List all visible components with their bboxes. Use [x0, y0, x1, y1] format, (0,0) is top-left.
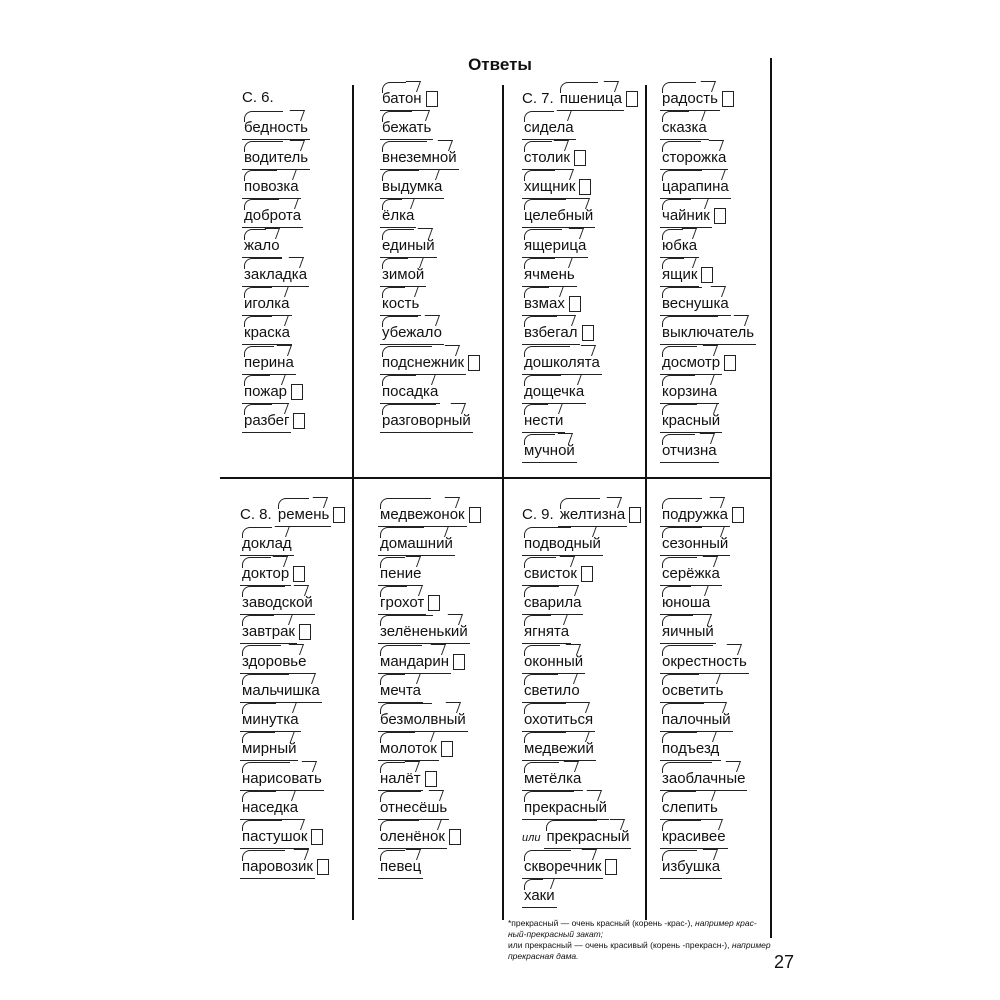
answer-word: подружка: [660, 503, 730, 527]
answer-row: [660, 708, 733, 730]
answer-word: наседка: [240, 796, 300, 820]
answer-word: взмах: [522, 292, 567, 316]
answer-word: мирный: [240, 737, 298, 761]
answer-row: [240, 562, 305, 584]
answer-word: заводской: [240, 591, 315, 615]
answer-word: досмотр: [660, 351, 722, 375]
answer-row: [378, 503, 481, 525]
answer-word: единый: [380, 234, 437, 258]
answer-row: [660, 796, 720, 818]
answer-word: отчизна: [660, 439, 719, 463]
answer-word: прекрасный: [544, 825, 631, 849]
page-label: С. 8.: [240, 506, 276, 523]
answer-row: [380, 263, 426, 285]
footnote: [508, 918, 773, 962]
answer-word: закладка: [242, 263, 309, 287]
answer-row: [660, 650, 749, 672]
answer-word: пшеница: [558, 87, 624, 111]
column-divider-3: [645, 85, 647, 920]
answer-word: подъезд: [660, 737, 721, 761]
answer-word: пастушок: [240, 825, 309, 849]
answer-word: перина: [242, 351, 296, 375]
ending-box: [293, 566, 305, 582]
answer-row: [522, 591, 583, 613]
answer-word: юноша: [660, 591, 712, 615]
answer-word: красивее: [660, 825, 728, 849]
ending-box: [724, 355, 736, 371]
answer-row: [242, 234, 282, 256]
answer-word: водитель: [242, 146, 310, 170]
ending-box: [441, 741, 453, 757]
answer-word: царапина: [660, 175, 731, 199]
answer-word: ящик: [660, 263, 699, 287]
ending-box: [453, 654, 465, 670]
answer-row: [378, 855, 423, 877]
ending-box: [449, 829, 461, 845]
ending-box: [574, 150, 586, 166]
answer-word: доклад: [240, 532, 294, 556]
answer-word: убежало: [380, 321, 444, 345]
answer-word: налёт: [378, 767, 423, 791]
ending-box: [722, 91, 734, 107]
answer-word: ягнята: [522, 620, 571, 644]
answer-word: отнесёшь: [378, 796, 449, 820]
answer-row: [240, 503, 345, 525]
page-label: С. 7.: [522, 90, 558, 107]
answer-row: [242, 204, 303, 226]
answer-row: [522, 146, 586, 168]
answer-word: сторожка: [660, 146, 728, 170]
answer-row: [380, 380, 440, 402]
ending-box: [581, 566, 593, 582]
answer-row: [522, 796, 609, 818]
answer-row: [240, 737, 298, 759]
answer-word: молоток: [378, 737, 439, 761]
column-divider-2: [502, 85, 504, 920]
answer-word: серёжка: [660, 562, 722, 586]
answer-word: избушка: [660, 855, 722, 879]
answer-row: [660, 116, 709, 138]
answer-word: желтизна: [558, 503, 627, 527]
answer-row: [522, 767, 583, 789]
column-divider-1: [352, 85, 354, 920]
answer-row: [660, 439, 719, 461]
answer-word: свисток: [522, 562, 579, 586]
answer-word: пение: [378, 562, 423, 586]
page-number: 27: [774, 952, 795, 972]
footnote-line-1: *прекрасный — очень красный (корень -крас-),: [508, 918, 696, 928]
answer-word: хаки: [522, 884, 557, 908]
answer-word: скворечник: [522, 855, 603, 879]
answer-word: посадка: [380, 380, 440, 404]
answer-row: [380, 204, 416, 226]
answer-row: [660, 591, 712, 613]
answer-row: [660, 532, 730, 554]
answer-word: слепить: [660, 796, 720, 820]
answer-row: [378, 620, 470, 642]
answer-word: жало: [242, 234, 282, 258]
answer-word: светило: [522, 679, 582, 703]
answer-row: [522, 380, 586, 402]
answer-word: сезонный: [660, 532, 730, 556]
answer-word: ячмень: [522, 263, 577, 287]
answer-row: [660, 855, 722, 877]
answer-word: здоровье: [240, 650, 308, 674]
answer-word: батон: [380, 87, 424, 111]
answer-word: оленёнок: [378, 825, 447, 849]
answer-row: [660, 620, 716, 642]
answer-word: медвежонок: [378, 503, 467, 527]
answer-row: [522, 87, 638, 109]
ending-box: [701, 267, 713, 283]
answer-word: сварила: [522, 591, 583, 615]
answer-row: [242, 263, 309, 285]
answer-word: охотиться: [522, 708, 595, 732]
answer-word: сидела: [522, 116, 576, 140]
answer-row: [660, 146, 728, 168]
ending-box: [293, 413, 305, 429]
answer-row: [660, 351, 736, 373]
answer-row: [522, 855, 617, 877]
answer-row: [660, 204, 726, 226]
page-title: Ответы: [468, 55, 532, 74]
answer-row: [380, 87, 438, 109]
answer-row: [242, 321, 292, 343]
answer-row: [240, 855, 329, 877]
answer-word: окрестность: [660, 650, 749, 674]
answer-row: [242, 87, 274, 109]
section-divider: [220, 477, 770, 479]
answer-row: [378, 708, 468, 730]
answer-row: [522, 679, 582, 701]
answer-row: [240, 679, 322, 701]
answer-word: заоблачные: [660, 767, 747, 791]
footnote-line-2: или прекрасный — очень красивый (корень -прекрасн-),: [508, 940, 732, 950]
answer-row: [522, 562, 593, 584]
answer-word: юбка: [660, 234, 699, 258]
answer-row: [380, 321, 444, 343]
answer-row: [240, 825, 323, 847]
answer-word: мучной: [522, 439, 577, 463]
answer-word: радость: [660, 87, 720, 111]
ending-box: [426, 91, 438, 107]
answer-word: минутка: [240, 708, 301, 732]
answer-row: [240, 591, 315, 613]
ending-box: [311, 829, 323, 845]
answer-word: дошколята: [522, 351, 602, 375]
answer-row: [240, 708, 301, 730]
answer-word: сказка: [660, 116, 709, 140]
answer-word: доктор: [240, 562, 291, 586]
answer-word: бедность: [242, 116, 310, 140]
ending-box: [629, 507, 641, 523]
answer-row: [240, 650, 308, 672]
answer-row: [660, 292, 731, 314]
answer-row: [242, 116, 310, 138]
answer-word: дощечка: [522, 380, 586, 404]
answer-word: краска: [242, 321, 292, 345]
page-right-border: [770, 58, 772, 938]
ending-box: [626, 91, 638, 107]
answer-word: яичный: [660, 620, 716, 644]
answer-row: [378, 562, 423, 584]
answer-row: [240, 532, 294, 554]
answer-row: [660, 679, 725, 701]
answer-word: разговорный: [380, 409, 473, 433]
answer-row: [380, 351, 480, 373]
answer-row: [242, 146, 310, 168]
answer-word: домашний: [378, 532, 455, 556]
answer-row: [522, 263, 577, 285]
ending-box: [317, 859, 329, 875]
ending-box: [468, 355, 480, 371]
answer-word: ремень: [276, 503, 331, 527]
answer-row: [660, 737, 721, 759]
answer-row: [522, 351, 602, 373]
answer-row: [380, 234, 437, 256]
answer-word: нарисовать: [240, 767, 324, 791]
answer-word: безмолвный: [378, 708, 468, 732]
answer-word: взбегал: [522, 321, 580, 345]
answer-word: мальчишка: [240, 679, 322, 703]
answer-row: [378, 796, 449, 818]
answer-row: [522, 825, 631, 847]
answer-row: [660, 562, 722, 584]
answer-row: [380, 409, 473, 431]
answer-row: [378, 532, 455, 554]
answer-row: [380, 146, 459, 168]
answer-word: хищник: [522, 175, 577, 199]
page-label: С. 6.: [242, 89, 274, 106]
answer-word: выдумка: [380, 175, 444, 199]
answer-row: [522, 650, 585, 672]
answer-word: прекрасный: [522, 796, 609, 820]
ending-box: [425, 771, 437, 787]
answer-row: [378, 591, 440, 613]
answer-word: столик: [522, 146, 572, 170]
answer-row: [660, 380, 719, 402]
answer-word: чайник: [660, 204, 712, 228]
answer-row: [240, 620, 311, 642]
answer-word: выключатель: [660, 321, 756, 345]
answer-row: [378, 737, 453, 759]
answer-word: мандарин: [378, 650, 451, 674]
answer-word: подснежник: [380, 351, 466, 375]
answer-word: корзина: [660, 380, 719, 404]
ending-box: [605, 859, 617, 875]
answer-row: [522, 532, 603, 554]
answer-word: грохот: [378, 591, 426, 615]
answer-row: [522, 116, 576, 138]
answer-word: паровозик: [240, 855, 315, 879]
answer-row: [660, 175, 731, 197]
answer-row: [380, 116, 433, 138]
answer-row: [660, 409, 722, 431]
answer-word: повозка: [242, 175, 301, 199]
answer-row: [522, 884, 557, 906]
answer-word: внеземной: [380, 146, 459, 170]
answer-row: [380, 175, 444, 197]
ending-box: [732, 507, 744, 523]
answer-word: завтрак: [240, 620, 297, 644]
answer-word: осветить: [660, 679, 725, 703]
footnote-line-2-example: например прекрасная дама.: [508, 940, 771, 961]
answer-row: [522, 321, 594, 343]
answer-row: [660, 825, 728, 847]
answer-row: [240, 796, 300, 818]
answer-word: метёлка: [522, 767, 583, 791]
answer-word: мечта: [378, 679, 423, 703]
answer-row: [522, 234, 588, 256]
ending-box: [569, 296, 581, 312]
answer-row: [522, 737, 596, 759]
footnote-line-1-example: например крас-ный-прекрасный закат;: [508, 918, 757, 939]
answer-row: [240, 767, 324, 789]
ending-box: [582, 325, 594, 341]
ending-box: [333, 507, 345, 523]
answer-row: [522, 175, 591, 197]
answer-row: [660, 234, 699, 256]
or-label: или: [522, 832, 541, 845]
answer-row: [522, 204, 595, 226]
answer-word: красный: [660, 409, 722, 433]
answer-row: [660, 87, 734, 109]
answer-row: [522, 292, 581, 314]
answer-word: иголка: [242, 292, 292, 316]
answer-row: [242, 409, 305, 431]
ending-box: [714, 208, 726, 224]
answer-word: нести: [522, 409, 565, 433]
answer-word: подводный: [522, 532, 603, 556]
answer-row: [660, 321, 756, 343]
answer-row: [378, 679, 423, 701]
answer-row: [660, 767, 747, 789]
ending-box: [469, 507, 481, 523]
answer-word: медвежий: [522, 737, 596, 761]
answer-row: [242, 380, 303, 402]
answer-word: ёлка: [380, 204, 416, 228]
answer-row: [378, 825, 461, 847]
answer-row: [242, 292, 292, 314]
answer-row: [242, 175, 301, 197]
ending-box: [299, 624, 311, 640]
answer-row: [522, 620, 571, 642]
answer-row: [522, 409, 565, 431]
answer-word: кость: [380, 292, 421, 316]
answer-row: [522, 439, 577, 461]
answer-row: [660, 503, 744, 525]
answer-word: разбег: [242, 409, 291, 433]
answer-word: палочный: [660, 708, 733, 732]
answer-word: оконный: [522, 650, 585, 674]
answer-word: целебный: [522, 204, 595, 228]
answer-word: доброта: [242, 204, 303, 228]
answer-row: [522, 503, 641, 525]
answer-row: [378, 767, 437, 789]
answer-row: [660, 263, 713, 285]
answer-word: пожар: [242, 380, 289, 404]
answer-word: зелёненький: [378, 620, 470, 644]
answer-row: [380, 292, 421, 314]
ending-box: [428, 595, 440, 611]
answer-row: [378, 650, 465, 672]
page-label: С. 9.: [522, 506, 558, 523]
answer-word: зимой: [380, 263, 426, 287]
answer-row: [242, 351, 296, 373]
ending-box: [291, 384, 303, 400]
answer-word: певец: [378, 855, 423, 879]
answer-row: [522, 708, 595, 730]
ending-box: [579, 179, 591, 195]
answer-word: ящерица: [522, 234, 588, 258]
answer-word: бежать: [380, 116, 433, 140]
answer-word: веснушка: [660, 292, 731, 316]
